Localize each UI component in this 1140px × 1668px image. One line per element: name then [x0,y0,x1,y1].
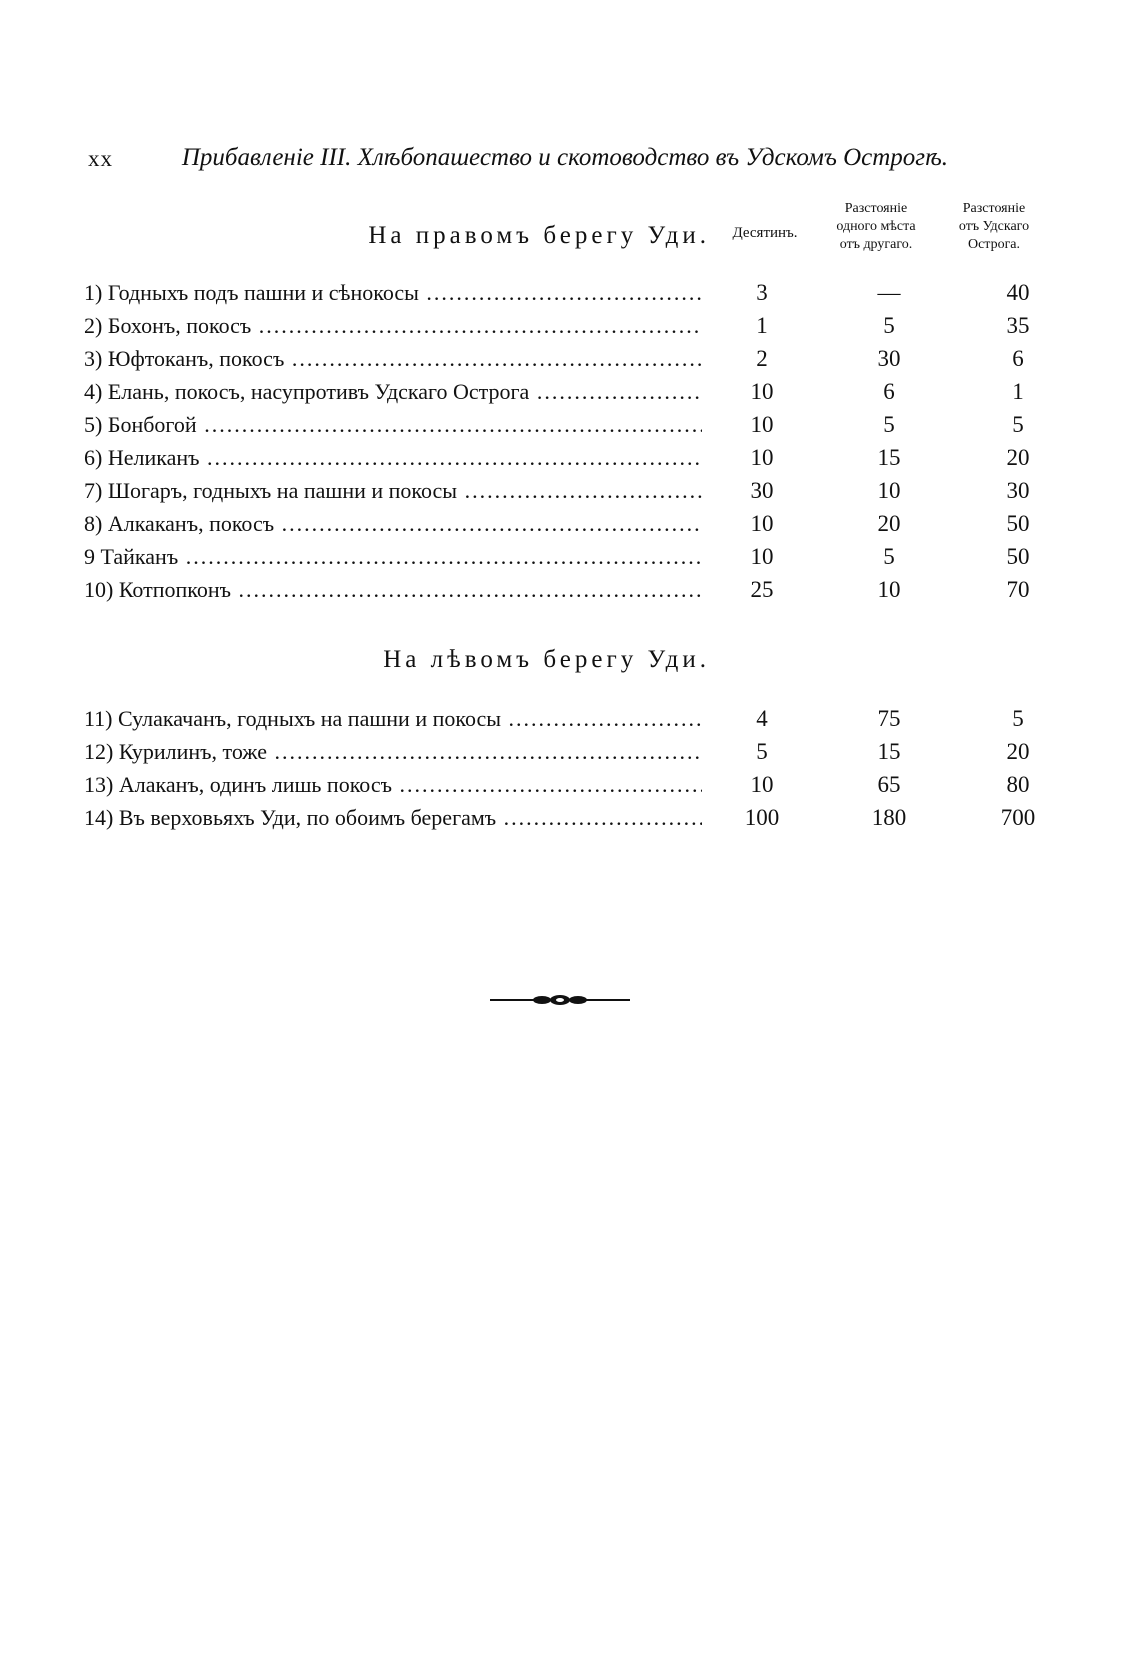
row-between: 30 [877,346,901,371]
row-between: 5 [883,313,895,338]
page-header [88,140,948,180]
table-row [84,379,1044,412]
table-right-bank [84,280,1044,610]
row-between: 6 [883,379,895,404]
table-row [84,706,1044,739]
row-name: 3) Юфтоканъ, покосъ ..... [84,346,702,372]
row-between: 5 [883,412,895,437]
row-desyatin: 10 [750,412,774,437]
row-from-ostrog: 70 [1006,577,1030,602]
table-left-bank [84,706,1044,838]
row-between: 180 [871,805,907,830]
row-from-ostrog: 35 [1006,313,1030,338]
row-between: 65 [877,772,901,797]
row-from-ostrog: 80 [1006,772,1030,797]
section-title-left-bank: На лѣвомъ берегу Уди. [383,646,710,673]
row-from-ostrog: 700 [1000,805,1036,830]
table-row [84,577,1044,610]
row-name: 9 Тайканъ ..... [84,544,702,570]
row-name: 5) Бонбогой ..... [84,412,702,438]
row-desyatin: 2 [756,346,768,371]
row-between: 75 [877,706,901,731]
table-row [84,313,1044,346]
table-row [84,280,1044,313]
row-name: 10) Котпопконъ ..... [84,577,702,603]
row-from-ostrog: 20 [1006,739,1030,764]
row-from-ostrog: 20 [1006,445,1030,470]
column-header-desyatin [728,224,802,242]
running-title: Прибавленіе III. Хлѣбопашество и скотоводство въ Удскомъ Острогѣ. [181,144,948,171]
column-header-between-places [820,200,932,254]
row-between: 15 [877,445,901,470]
row-between: 10 [877,577,901,602]
column-header-line: Разстояніе [962,201,1026,216]
row-name: 13) Алаканъ, одинъ лишь покосъ ..... [84,772,702,798]
row-name: 6) Неликанъ ..... [84,445,702,471]
page-number: xx [88,146,113,171]
column-header-line: отъ Удскаго [958,219,1030,234]
row-between: 10 [877,478,901,503]
section-title-right-bank: На правомъ берегу Уди. [368,222,710,249]
row-between: — [877,280,901,305]
row-desyatin: 4 [756,706,768,731]
table-row [84,511,1044,544]
row-from-ostrog: 5 [1012,412,1024,437]
table-row [84,739,1044,772]
divider-ornament [490,993,630,1007]
row-between: 20 [877,511,901,536]
column-header-from-ostrog [942,200,1046,254]
table-row [84,412,1044,445]
row-between: 15 [877,739,901,764]
row-desyatin: 10 [750,544,774,569]
row-from-ostrog: 1 [1012,379,1024,404]
row-name: 12) Курилинъ, тоже ..... [84,739,702,765]
row-from-ostrog: 40 [1006,280,1030,305]
row-name: 14) Въ верховьяхъ Уди, по обоимъ берегамъ ..... [84,805,702,831]
row-between: 5 [883,544,895,569]
row-desyatin: 30 [750,478,774,503]
table-row [84,346,1044,379]
row-desyatin: 10 [750,772,774,797]
row-desyatin: 10 [750,445,774,470]
row-desyatin: 100 [744,805,780,830]
row-desyatin: 3 [756,280,768,305]
row-desyatin: 5 [756,739,768,764]
column-header-line: Разстояніе [844,201,908,216]
column-header-desyatin-text: Десятинъ. [732,225,798,241]
table-row [84,772,1044,805]
row-from-ostrog: 30 [1006,478,1030,503]
row-desyatin: 1 [756,313,768,338]
row-from-ostrog: 50 [1006,511,1030,536]
row-name: 8) Алкаканъ, покосъ ..... [84,511,702,537]
row-name: 1) Годныхъ подъ пашни и сѣнокосы ..... [84,280,702,306]
table-row [84,544,1044,577]
column-header-line: Острога. [967,237,1021,252]
row-name: 11) Сулакачанъ, годныхъ на пашни и покосы ..... [84,706,702,732]
row-desyatin: 10 [750,511,774,536]
row-name: 4) Елань, покосъ, насупротивъ Удскаго Острога ..... [84,379,702,405]
row-desyatin: 25 [750,577,774,602]
row-from-ostrog: 50 [1006,544,1030,569]
row-name: 2) Бохонъ, покосъ ..... [84,313,702,339]
column-header-line: одного мѣста [836,219,916,234]
row-desyatin: 10 [750,379,774,404]
row-from-ostrog: 5 [1012,706,1024,731]
table-row [84,805,1044,838]
column-header-line: отъ другаго. [839,237,913,252]
table-row [84,478,1044,511]
table-row [84,445,1044,478]
row-name: 7) Шогаръ, годныхъ на пашни и покосы ..... [84,478,702,504]
row-from-ostrog: 6 [1012,346,1024,371]
